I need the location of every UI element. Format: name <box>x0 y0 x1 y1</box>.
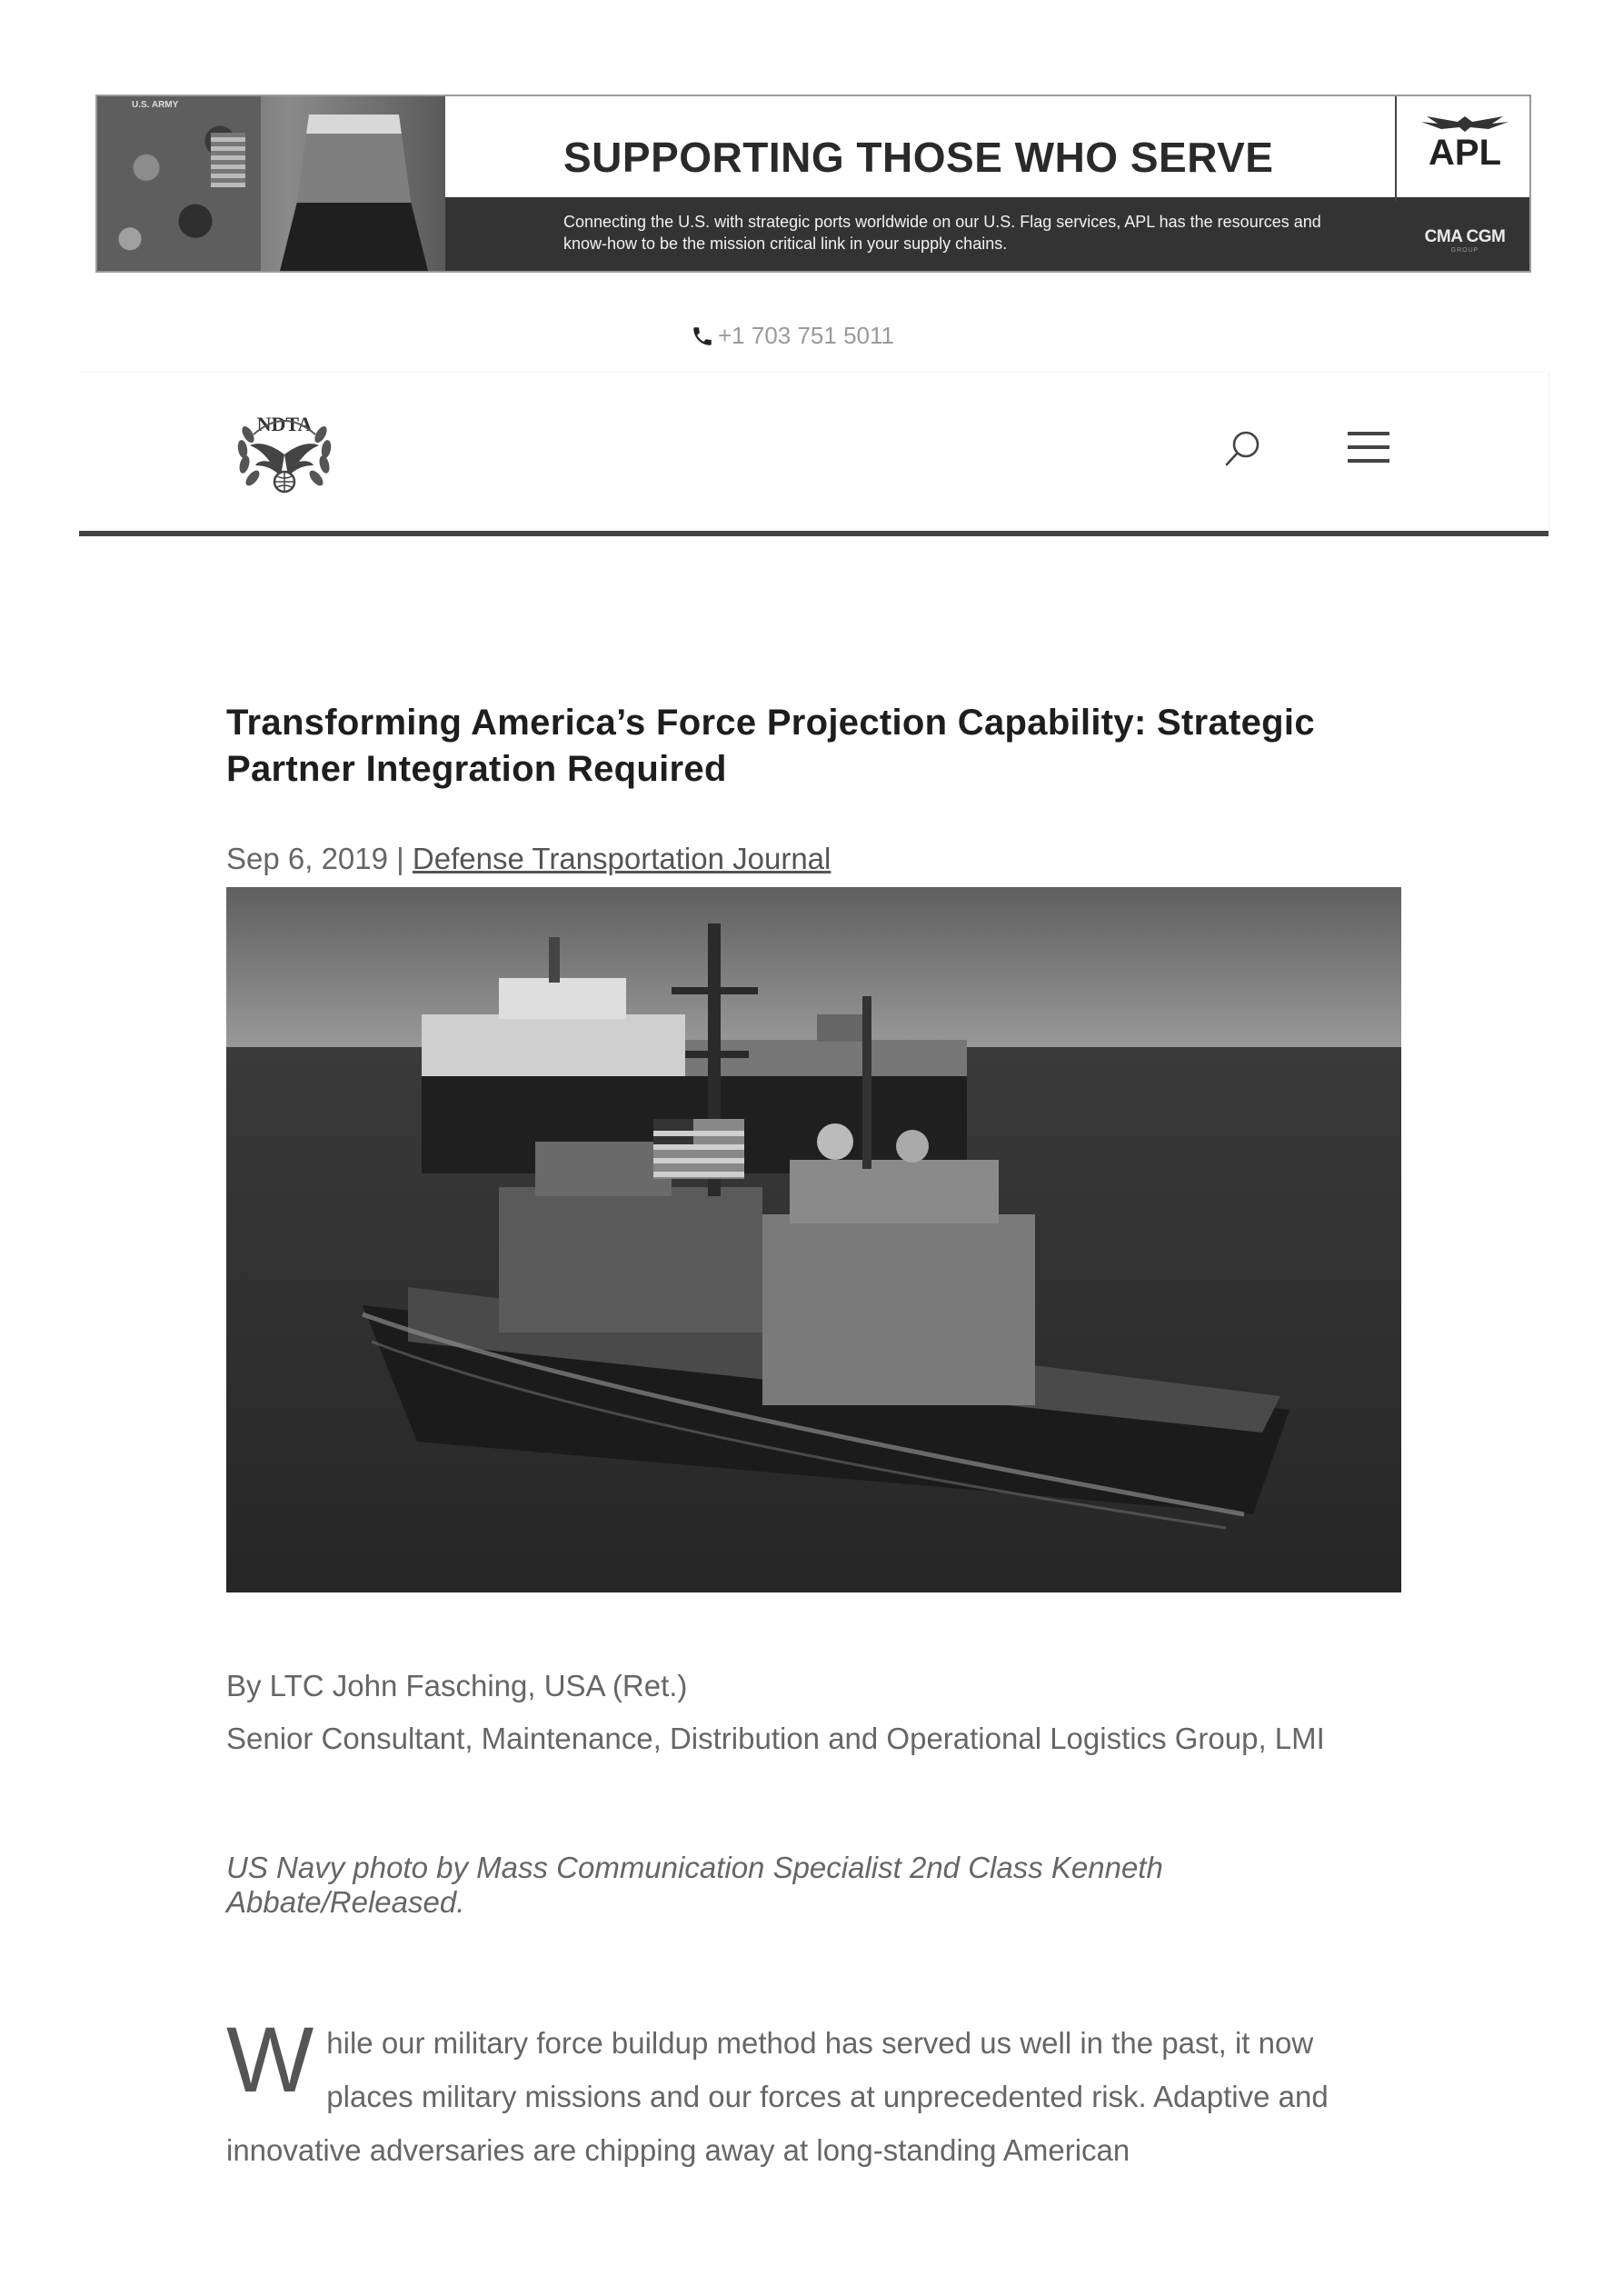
phone-icon <box>691 324 714 348</box>
author-affiliation: Senior Consultant, Maintenance, Distribution and Operational Logistics Group, LMI <box>226 1722 1325 1755</box>
ndta-logo[interactable] <box>230 398 339 507</box>
intro-paragraph: hile our military force buildup method has served us well in the past, it now places military missions and our forces at unprecedented risk. Adaptive and innovative adversaries are chipping away at long-standing American <box>226 2026 1329 2167</box>
dropcap-letter: W <box>226 2008 314 2111</box>
article-intro <box>226 2008 1408 2177</box>
cma-cgm-logo <box>1411 227 1518 254</box>
photo-credit: US Navy photo by Mass Communication Specialist 2nd Class Kenneth Abbate/Released. <box>226 1851 1163 1919</box>
category-link[interactable]: Defense Transportation Journal <box>412 842 831 875</box>
hamburger-menu-icon[interactable] <box>1346 429 1391 465</box>
post-meta <box>226 842 831 876</box>
article-title: Transforming America’s Force Projection Capability: Strategic Partner Integration Required <box>226 703 1315 789</box>
cargo-ship-image <box>279 115 429 273</box>
logo-text: NDTA <box>256 413 313 435</box>
army-patch-label: U.S. ARMY <box>132 100 179 110</box>
warship-photo <box>226 887 1401 1592</box>
article-byline <box>226 1660 1408 1765</box>
phone-number: +1 703 751 5011 <box>718 322 894 349</box>
eagle-wings-icon <box>1419 113 1510 133</box>
search-icon[interactable] <box>1222 427 1264 469</box>
flag-patch <box>211 133 245 187</box>
meta-separator: | <box>396 842 404 875</box>
apl-brand: APL <box>1429 133 1501 173</box>
post-date: Sep 6, 2019 <box>226 842 388 875</box>
banner-photo <box>97 96 445 273</box>
banner-headline: SUPPORTING THOSE WHO SERVE <box>563 134 1274 181</box>
phone-contact[interactable] <box>691 322 894 350</box>
header-rule <box>79 531 1548 536</box>
apl-logo <box>1411 113 1518 173</box>
cma-cgm-brand: CMA CGM <box>1424 227 1506 246</box>
banner-divider <box>1395 96 1397 201</box>
banner-ad[interactable] <box>95 95 1531 273</box>
site-header <box>79 373 1548 534</box>
hero-image <box>226 887 1401 1592</box>
cma-cgm-group: GROUP <box>1450 247 1479 254</box>
author-line: By LTC John Fasching, USA (Ret.) <box>226 1669 688 1702</box>
banner-copy: Connecting the U.S. with strategic ports worldwide on our U.S. Flag services, APL has the resources and know-how to be the mission critical link in your supply chains. <box>563 213 1321 253</box>
